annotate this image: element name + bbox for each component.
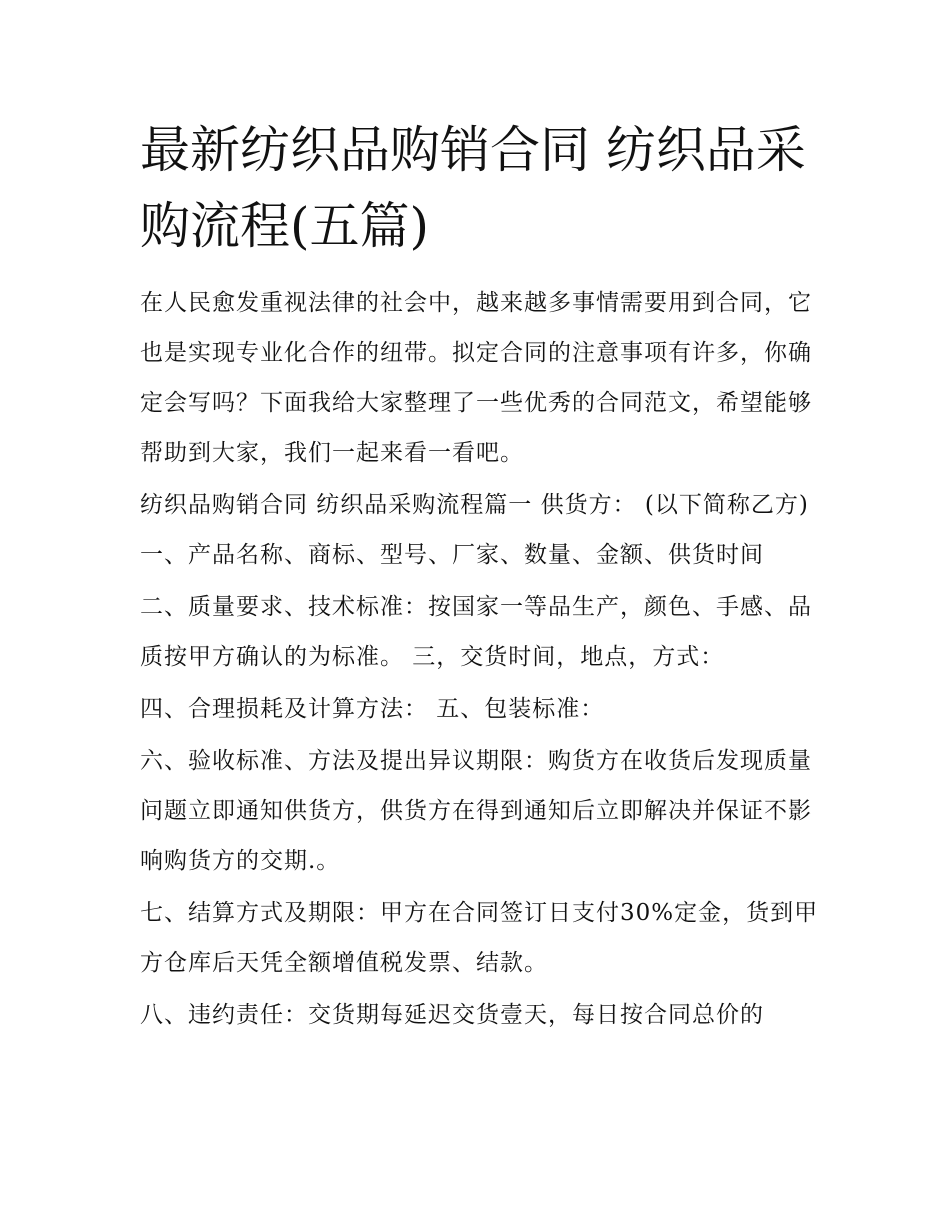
paragraph-quality-delivery: 二、质量要求、技术标准：按国家一等品生产，颜色、手感、品质按甲方确认的为标准。 三，交货时间，地点，方式： bbox=[140, 594, 812, 670]
document-body bbox=[140, 278, 820, 1042]
paragraph-liability: 八、违约责任：交货期每延迟交货壹天，每日按合同总价的 bbox=[140, 1002, 764, 1028]
paragraph-acceptance: 六、验收标准、方法及提出异议期限：购货方在收货后发现质量问题立即通知供货方，供货方在得到通知后立即解决并保证不影响购货方的交期.。 bbox=[140, 748, 812, 874]
paragraph-loss-packaging: 四、合理损耗及计算方法： 五、包装标准： bbox=[140, 696, 605, 722]
intro-paragraph: 在人民愈发重视法律的社会中，越来越多事情需要用到合同，它也是实现专业化合作的纽带。拟定合同的注意事项有许多，你确定会写吗？下面我给大家整理了一些优秀的合同范文，希望能够帮助到大家，我们一起来看一看吧。 bbox=[140, 290, 812, 466]
document-title: 最新纺织品购销合同 纺织品采购流程(五篇) bbox=[140, 121, 806, 255]
paragraph-settlement: 七、结算方式及期限：甲方在合同签订日支付30%定金，货到甲方仓库后天凭全额增值税发票、结款。 bbox=[140, 900, 819, 976]
paragraph-supplier-product: 纺织品购销合同 纺织品采购流程篇一 供货方： (以下简称乙方) 一、产品名称、商标、型号、厂家、数量、金额、供货时间 bbox=[140, 492, 809, 568]
